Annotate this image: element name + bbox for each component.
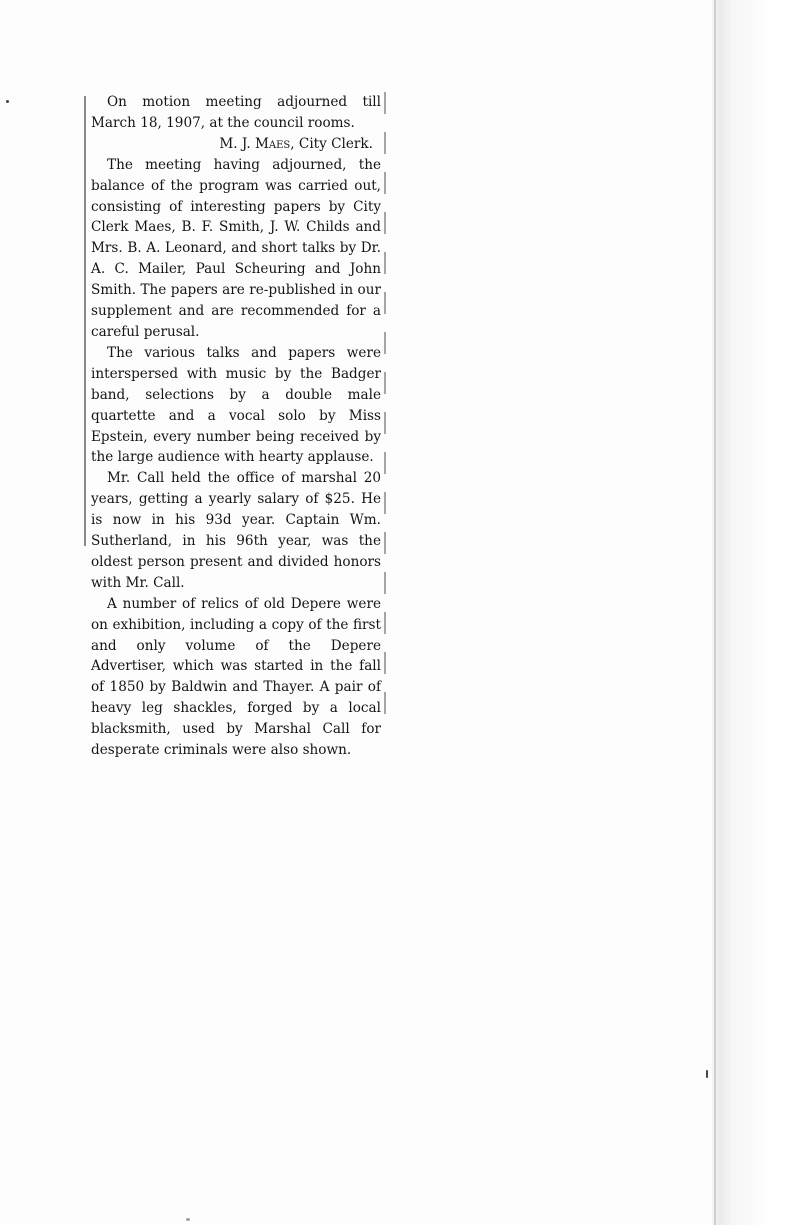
signature-initials: M. J. [219,135,251,152]
paragraph-marshal: Mr. Call held the office of marshal 20 years, getting a yearly salary of $25. He is now in his 93d year. Captain Wm. Sutherland, in his 96th year, was the oldest person present and divided honors with Mr. Call. [91,470,381,591]
paragraph-program: The meeting having adjourned, the balance of the program was carried out, consisting of interesting papers by City Clerk Maes, B. F. Smith, J. W. Childs and Mrs. B. A. Leonard, and short talks by Dr. A. C. Mailer, Paul Scheuring and John Smith. The papers are re-published in our supplement and are recommended for a careful perusal. [91,156,381,340]
page-edge-shadow [712,0,800,1225]
scan-speck [6,100,9,103]
signature-line [91,134,381,155]
newspaper-clipping [86,92,392,822]
scan-speck [186,1218,190,1221]
page-edge-line [714,0,716,1225]
clipping-text [91,92,381,761]
signature-surname: Maes [254,135,291,152]
paragraph-music: The various talks and papers were interspersed with music by the Badger band, selections by a double male quartette and a vocal solo by Miss Epstein, every number being received by the large audience with hearty applause. [91,344,381,466]
paragraph-relics: A number of relics of old Depere were on exhibition, including a copy of the first and only volume of the Depere Advertiser, which was started in the fall of 1850 by Baldwin and Thayer. A pair of heavy leg shackles, forged by a local blacksmith, used by Marshal Call for desperate criminals were also shown. [91,595,381,759]
scan-speck [706,1070,708,1078]
signature-title: , City Clerk. [290,135,373,152]
paragraph-adjournment: On motion meeting adjourned till March 18, 1907, at the council rooms. [91,94,381,131]
